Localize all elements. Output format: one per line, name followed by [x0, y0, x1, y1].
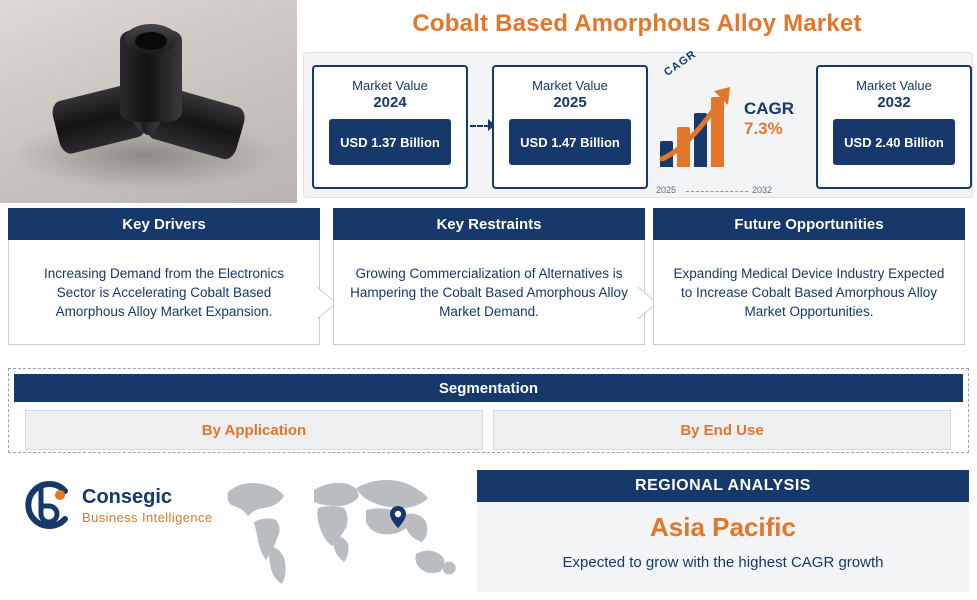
brand-logo — [14, 470, 214, 550]
regional-analysis-heading: REGIONAL ANALYSIS — [477, 470, 969, 502]
market-value-card-2032 — [816, 65, 972, 189]
market-value-label: Market Value — [856, 78, 932, 93]
insights-row — [0, 208, 977, 363]
market-value-year: 2025 — [553, 94, 587, 111]
key-drivers-heading: Key Drivers — [8, 208, 320, 240]
market-value-year: 2024 — [373, 94, 407, 111]
cagr-chart — [652, 48, 812, 195]
segmentation-section — [8, 368, 969, 453]
future-opportunities-text: Expanding Medical Device Industry Expected to Increase Cobalt Based Amorphous Alloy Market Opportunities. — [653, 240, 965, 345]
growth-arrow-icon — [658, 85, 744, 167]
regional-analysis-note: Expected to grow with the highest CAGR growth — [562, 554, 884, 571]
key-drivers-text: Increasing Demand from the Electronics Sector is Accelerating Cobalt Based Amorphous Alloy Market Expansion. — [8, 240, 320, 345]
consegic-logo-icon — [18, 476, 76, 534]
regional-analysis-panel — [477, 470, 969, 592]
page-title: Cobalt Based Amorphous Alloy Market — [412, 10, 862, 37]
cagr-axis-label: CAGR — [662, 48, 699, 79]
market-value-card-2024 — [312, 65, 468, 189]
alloy-cylinder-center — [120, 30, 182, 122]
segmentation-item-by-end-use[interactable]: By End Use — [493, 410, 951, 450]
key-restraints-column — [333, 208, 645, 345]
market-value-label: Market Value — [352, 78, 428, 93]
segmentation-heading: Segmentation — [14, 374, 963, 402]
world-map — [210, 462, 470, 592]
key-drivers-column — [8, 208, 320, 345]
future-opportunities-heading: Future Opportunities — [653, 208, 965, 240]
market-value-amount: USD 1.37 Billion — [329, 119, 451, 165]
top-section — [0, 0, 977, 203]
future-opportunities-column — [653, 208, 965, 345]
cagr-value: 7.3% — [744, 119, 783, 138]
cagr-title: CAGR — [744, 99, 795, 118]
connector-line — [470, 125, 490, 127]
market-value-card-2025 — [492, 65, 648, 189]
key-restraints-text: Growing Commercialization of Alternatives is Hampering the Cobalt Based Amorphous Alloy Market Demand. — [333, 240, 645, 345]
regional-analysis-region: Asia Pacific — [650, 512, 796, 542]
market-value-panel — [303, 48, 973, 198]
market-value-amount: USD 1.47 Billion — [509, 119, 631, 165]
product-photo — [0, 0, 297, 203]
world-map-icon — [210, 462, 470, 592]
market-value-amount: USD 2.40 Billion — [833, 119, 955, 165]
segmentation-item-by-application[interactable]: By Application — [25, 410, 483, 450]
cagr-start-year: 2025 — [656, 185, 677, 195]
key-restraints-heading: Key Restraints — [333, 208, 645, 240]
cagr-range-line — [686, 191, 748, 192]
brand-tagline: Business Intelligence — [82, 510, 213, 525]
cagr-end-year: 2032 — [752, 185, 773, 195]
market-value-year: 2032 — [877, 94, 911, 111]
bottom-section — [0, 460, 977, 600]
brand-name: Consegic — [82, 486, 173, 508]
market-value-label: Market Value — [532, 78, 608, 93]
map-pin-icon — [390, 506, 406, 528]
